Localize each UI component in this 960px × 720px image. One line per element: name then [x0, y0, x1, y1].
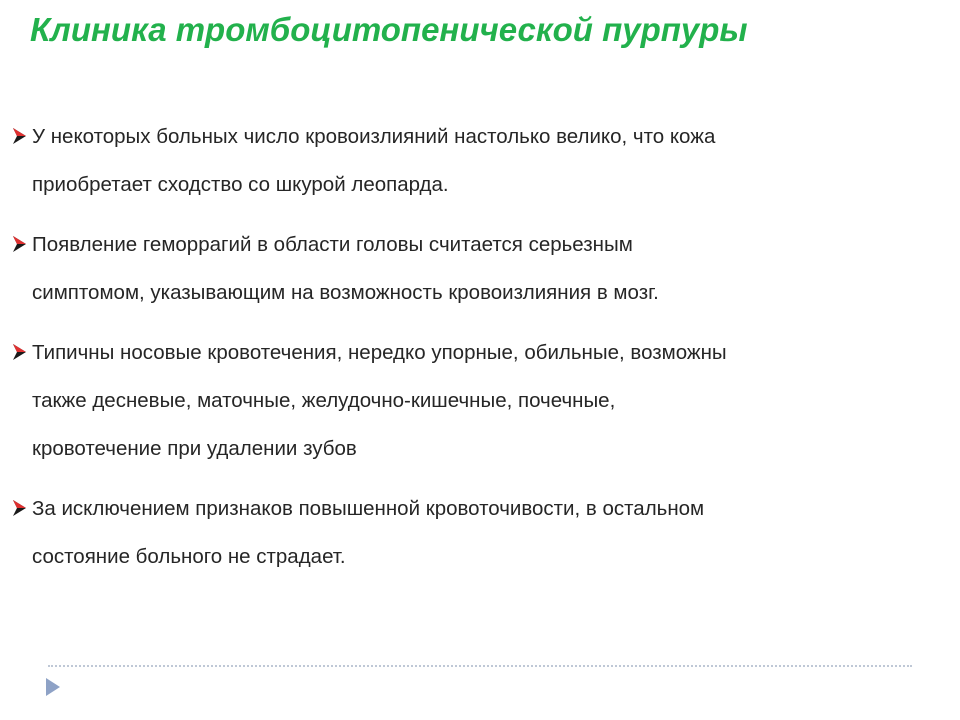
bullet-item [10, 329, 950, 473]
bullet-line: также десневые, маточные, желудочно-кишечные, почечные, [32, 389, 616, 412]
footer-divider [48, 665, 912, 667]
bullet-list [10, 113, 950, 593]
bullet-line: Типичны носовые кровотечения, нередко упорные, обильные, возможны [32, 341, 727, 364]
bullet-line: состояние больного не страдает. [32, 545, 346, 568]
triangle-right-icon[interactable] [44, 676, 62, 698]
bullet-line: У некоторых больных число кровоизлияний настолько велико, что кожа [32, 125, 716, 148]
chevron-arrow-icon [12, 498, 28, 518]
bullet-line: Появление геморрагий в области головы считается серьезным [32, 233, 633, 256]
chevron-arrow-icon [12, 234, 28, 254]
bullet-item [10, 485, 950, 581]
bullet-line: приобретает сходство со шкурой леопарда. [32, 173, 449, 196]
bullet-item [10, 221, 950, 317]
chevron-arrow-icon [12, 342, 28, 362]
chevron-arrow-icon [12, 126, 28, 146]
bullet-line: За исключением признаков повышенной кровоточивости, в остальном [32, 497, 705, 520]
slide-title: Клиника тромбоцитопенической пурпуры [30, 11, 748, 48]
bullet-line: симптомом, указывающим на возможность кровоизлияния в мозг. [32, 281, 659, 304]
bullet-item [10, 113, 950, 209]
bullet-line: кровотечение при удалении зубов [32, 437, 357, 460]
